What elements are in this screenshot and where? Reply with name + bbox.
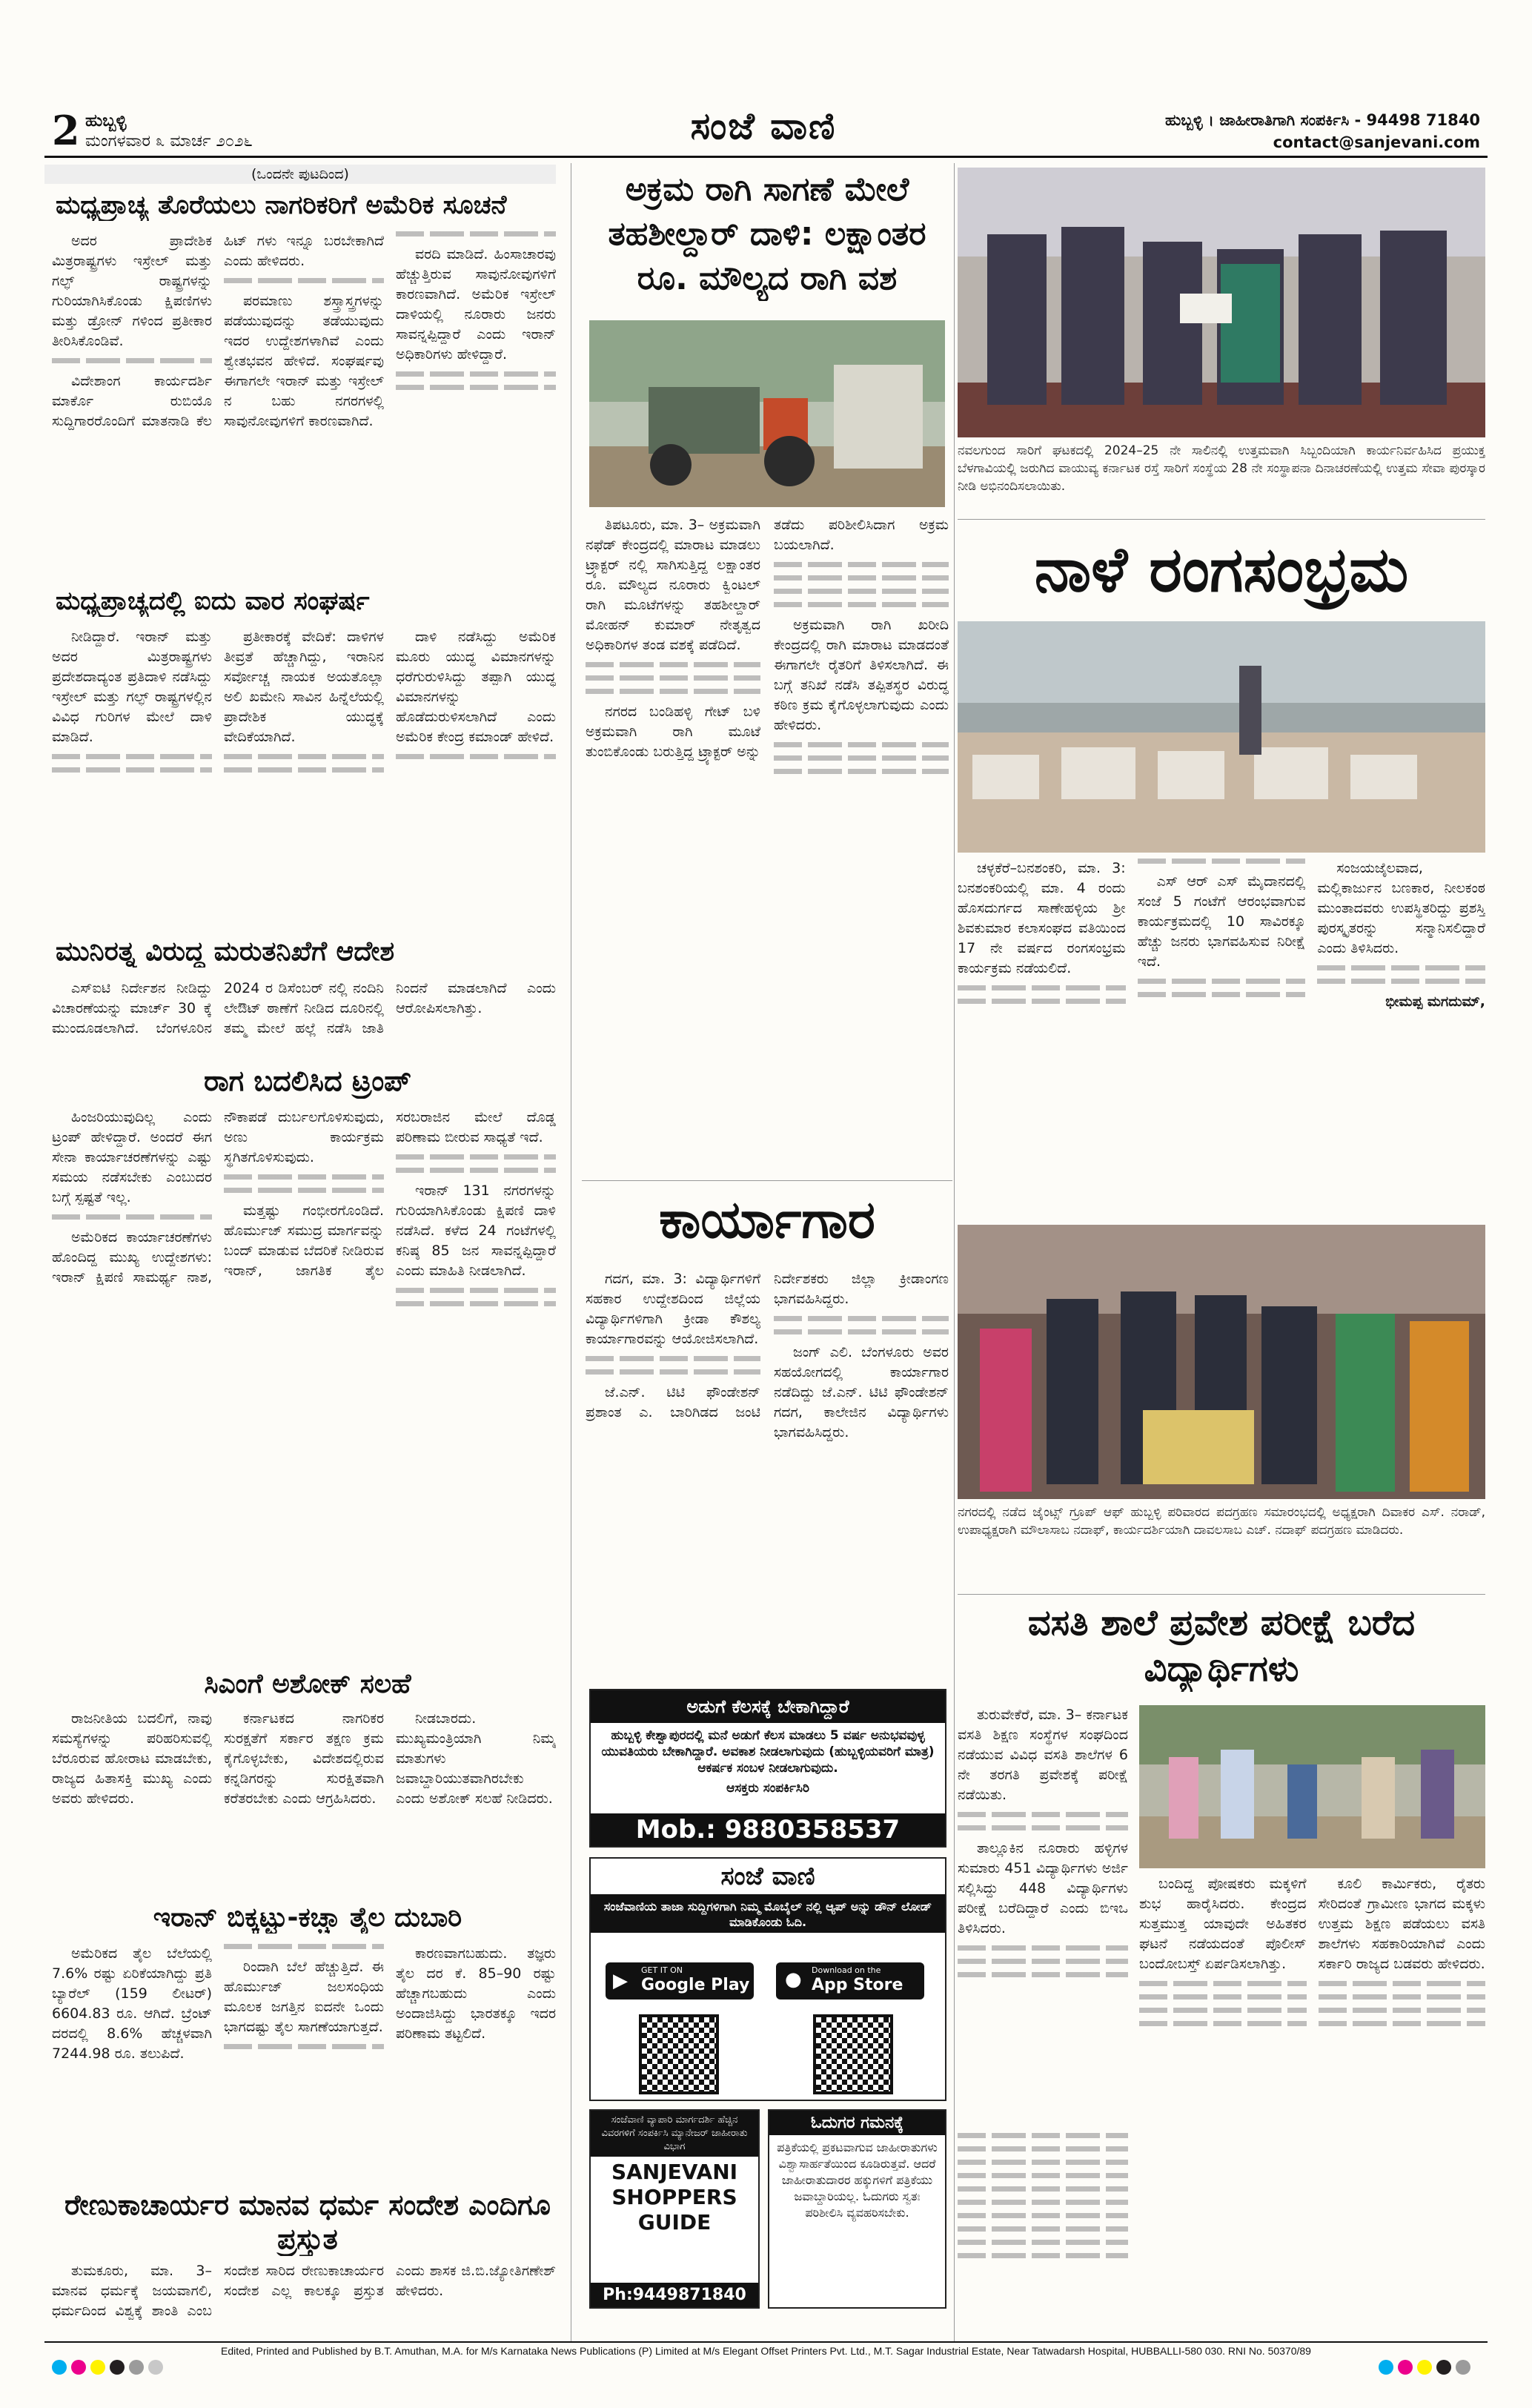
register-mark: [148, 2360, 163, 2375]
text-filler: [774, 602, 949, 607]
text-filler: [396, 754, 556, 759]
text-filler: [52, 754, 212, 759]
masthead-city: ಹುಬ್ಬಳ್ಳಿ: [85, 111, 127, 130]
text-filler: [396, 231, 556, 236]
app-ad: [589, 1857, 946, 2101]
article-paragraph: ಕರ್ನಾಟಕದ ನಾಗರಿಕರ ಸುರಕ್ಷತೆಗೆ ಸರ್ಕಾರ ತಕ್ಷಣ ಕ್ರಮ ಕೈಗೊಳ್ಳಬೇಕು, ವಿದೇಶದಲ್ಲಿರುವ ಕನ್ನಡಿಗರನ್ನು ಸುರಕ್ಷಿತವಾಗಿ ಕರೆತರಬೇಕು ಎಂದು ಆಗ್ರಹಿಸಿದರು.: [224, 1710, 384, 1807]
register-mark: [71, 2360, 86, 2375]
text-filler: [1139, 1994, 1307, 2000]
register-mark: [52, 2360, 67, 2375]
text-filler: [1139, 2008, 1307, 2013]
article-paragraph: ತಿಪಟೂರು, ಮಾ. 3– ಅಕ್ರಮವಾಗಿ ನಫೆಡ್ ಕೇಂದ್ರದಲ್ಲಿ ಮಾರಾಟ ಮಾಡಲು ಟ್ರ್ಯಾಕ್ಟರ್ ನಲ್ಲಿ ಸಾಗಿಸುತ್ತಿದ್ದ ಲಕ್ಷಾಂತರ ರೂ. ಮೌಲ್ಯದ ನೂರಾರು ಕ್ವಿಂಟಲ್ ರಾಗಿ ಮೂಟೆಗಳನ್ನು ತಹಶೀಲ್ದಾರ್ ಮೋಹನ್ ಕುಮಾರ್ ನೇತೃತ್ವದ ಅಧಿಕಾರಿಗಳ ತಂಡ ವಶಕ್ಕೆ ಪಡೆದಿದೆ.: [586, 517, 760, 653]
text-filler: [396, 1288, 556, 1293]
text-filler: [958, 2213, 1128, 2218]
article-headline: ನಾಳೆ ರಂಗಸಂಭ್ರಮ: [1034, 533, 1409, 606]
text-filler: [1319, 1981, 1486, 1986]
article-body: [586, 515, 949, 1175]
article-paragraph: ನಗರದ ಬಂಡಿಹಳ್ಳಿ ಗೇಟ್ ಬಳಿ ಅಕ್ರಮವಾಗಿ ರಾಗಿ ಮೂಟೆ ತುಂಬಿಕೊಂಡು ಬರುತ್ತಿದ್ದ ಟ್ರ್ಯಾಕ್ಟರ್ ಅನ್ನು ತಡೆದು ಪರಿಶೀಲಿಸಿದಾಗ ಅಕ್ರಮ ಬಯಲಾಗಿದೆ.: [586, 517, 949, 760]
article-body: [1139, 1874, 1485, 2328]
text-filler: [52, 358, 212, 363]
text-filler: [396, 385, 556, 390]
readers-notice-body: ಪತ್ರಿಕೆಯಲ್ಲಿ ಪ್ರಕಟವಾಗುವ ಜಾಹೀರಾತುಗಳು ವಿಶ್ವಾಸಾರ್ಹತೆಯಿಂದ ಕೂಡಿರುತ್ತವೆ. ಆದರೆ ಜಾಹೀರಾತುದಾರರ ಹಕ್ಕುಗಳಿಗೆ ಪತ್ರಿಕೆಯು ಜವಾಬ್ದಾರಿಯಲ್ಲ. ಓದುಗರು ಸ್ವತಃ ಪರಿಶೀಲಿಸಿ ವ್ಯವಹರಿಸಬೇಕು.: [777, 2140, 938, 2220]
google-play-icon: ▶: [613, 1970, 628, 1992]
article-paragraph: ಅಕ್ರಮವಾಗಿ ರಾಗಿ ಖರೀದಿ ಕೇಂದ್ರದಲ್ಲಿ ರಾಗಿ ಮಾರಾಟ ಮಾಡದಂತೆ ಈಗಾಗಲೇ ರೈತರಿಗೆ ತಿಳಿಸಲಾಗಿದೆ. ಈ ಬಗ್ಗೆ ತನಿಖೆ ನಡೆಸಿ ತಪ್ಪಿತಸ್ಥರ ವಿರುದ್ಧ ಕಠಿಣ ಕ್ರಮ ಕೈಗೊಳ್ಳಲಾಗುವುದು ಎಂದು ಹೇಳಿದರು.: [774, 617, 949, 733]
photo-caption: ನಗರದಲ್ಲಿ ನಡೆದ ಜೈಂಟ್ಸ್ ಗ್ರೂಪ್ ಆಫ್ ಹುಬ್ಬಳ್ಳಿ ಪರಿವಾರದ ಪದಗ್ರಹಣ ಸಮಾರಂಭದಲ್ಲಿ ಅಧ್ಯಕ್ಷರಾಗಿ ದಿವಾಕರ ಎಸ್. ನರಾಡ್, ಉಪಾಧ್ಯಕ್ಷರಾಗಿ ಮೌಲಾಸಾಬ ನದಾಫ್, ಕಾರ್ಯದರ್ಶಿಯಾಗಿ ದಾವಲಸಾಬ ಎಚ್. ನದಾಫ್ ಪದಗ್ರಹಣ ಮಾಡಿದರು.: [958, 1505, 1485, 1538]
text-filler: [958, 1972, 1128, 1977]
article-body: [958, 1705, 1128, 2120]
text-filler: [396, 1154, 556, 1160]
article-paragraph: ಕೂಲಿ ಕಾರ್ಮಿಕರು, ರೈತರು ಸೇರಿದಂತೆ ಗ್ರಾಮೀಣ ಭಾಗದ ಮಕ್ಕಳು ಉತ್ತಮ ಶಿಕ್ಷಣ ಪಡೆಯಲು ವಸತಿ ಶಾಲೆಗಳು ಸಹಕಾರಿಯಾಗಿವೆ ಎಂದು ಸರ್ಕಾರಿ ರಾಜ್ಯದ ಬಡವರು ಹೇಳಿದರು.: [1318, 1876, 1485, 1972]
article-headline: ಅಕ್ರಮ ರಾಗಿ ಸಾಗಣೆ ಮೇಲೆ ತಹಶೀಲ್ದಾರ್ ದಾಳಿ: ಲಕ್ಷಾಂತರ ರೂ. ಮೌಲ್ಯದ ರಾಗಿ ವಶ: [608, 171, 926, 297]
google-play-badge[interactable]: [606, 1962, 754, 2000]
text-filler: [958, 999, 1126, 1004]
article-body: [958, 859, 1485, 1207]
register-mark: [1417, 2360, 1432, 2375]
section-rule: [582, 1180, 952, 1181]
continued-label: (ಒಂದನೇ ಪುಟದಿಂದ): [44, 165, 556, 184]
article-paragraph: ರಾಜನೀತಿಯ ಬದಲಿಗೆ, ನಾವು ಸಮಸ್ಯೆಗಳನ್ನು ಪರಿಹರಿಸುವಲ್ಲಿ ಬೆರೂರುವ ಹೋರಾಟ ಮಾಡಬೇಕು, ರಾಜ್ಯದ ಹಿತಾಸಕ್ತಿ ಮುಖ್ಯ ಎಂದು ಅವರು ಹೇಳಿದರು.: [52, 1710, 212, 1807]
text-filler: [958, 2200, 1128, 2205]
text-filler: [1319, 1994, 1486, 2000]
article-paragraph: ನೀಡಬಾರದು. ಮುಖ್ಯಮಂತ್ರಿಯಾಗಿ ನಿಮ್ಮ ಮಾತುಗಳು ಜವಾಬ್ದಾರಿಯುತವಾಗಿರಬೇಕು ಎಂದು ಅಶೋಕ್ ಸಲಹೆ ನೀಡಿದರು.: [396, 1710, 556, 1807]
footer-imprint: Edited, Printed and Published by B.T. Amuthan, M.A. for M/s Karnataka News Publications (P) Limited at M/s Elegant Offset Printers Pvt. Ltd., M.T. Sagar Industrial Estate, Near Tatwadarsh Hospital, HUBBALLI-580 030. RNI No. 50370/89: [221, 2345, 1311, 2357]
text-filler: [224, 2044, 384, 2049]
article-paragraph: ಪ್ರತೀಕಾರಕ್ಕೆ ವೇದಿಕೆ: ದಾಳಿಗಳ ತೀವ್ರತೆ ಹೆಚ್ಚಾಗಿದ್ದು, ಇರಾನಿನ ಸರ್ವೋಚ್ಚ ನಾಯಕ ಅಯತೊಲ್ಲಾ ಅಲಿ ಖಮೇನಿ ಸಾವಿನ ಹಿನ್ನೆಲೆಯಲ್ಲಿ ಪ್ರಾದೇಶಿಕ ಯುದ್ಧಕ್ಕೆ ವೇದಿಕೆಯಾಗಿದೆ.: [224, 629, 384, 745]
article-headline: ಇರಾನ್ ಬಿಕ್ಕಟ್ಟು-ಕಚ್ಚಾ ತೈಲ ದುಬಾರಿ: [153, 1902, 462, 1933]
article-headline: ರಾಗ ಬದಲಿಸಿದ ಟ್ರಂಪ್: [204, 1065, 411, 1097]
article-paragraph: ತುರುವೇಕೆರೆ, ಮಾ. 3– ಕರ್ನಾಟಕ ವಸತಿ ಶಿಕ್ಷಣ ಸಂಸ್ಥೆಗಳ ಸಂಘದಿಂದ ನಡೆಯುವ ವಿವಿಧ ವಸತಿ ಶಾಲೆಗಳ 6 ನೇ ತರಗತಿ ಪ್ರವೇಶಕ್ಕೆ ಪರೀಕ್ಷೆ ನಡೆಯಿತು.: [958, 1707, 1128, 1803]
text-filler: [774, 575, 949, 580]
readers-notice: [768, 2109, 946, 2309]
qr-code-icon[interactable]: [813, 2014, 893, 2094]
column-rule: [954, 163, 955, 2343]
article-paragraph: ಎಸ್ಐಟಿ ನಿರ್ದೇಶನ ನೀಡಿದ್ದು ವಿಚಾರಣೆಯನ್ನು ಮಾರ್ಚ್ 30 ಕ್ಕೆ ಮುಂದೂಡಲಾಗಿದೆ. ಬೆಂಗಳೂರಿನ 2024 ರ ಡಿಸೆಂಬರ್ ನಲ್ಲಿ ನಂದಿನಿ ಲೇಔಟ್ ಠಾಣೆಗೆ ನೀಡಿದ ದೂರಿನಲ್ಲಿ ತಮ್ಮ ಮೇಲೆ ಹಲ್ಲೆ ನಡೆಸಿ ಜಾತಿ ನಿಂದನೆ ಮಾಡಲಾಗಿದೆ ಎಂದು ಆರೋಪಿಸಲಾಗಿತ್ತು.: [52, 980, 556, 1036]
text-filler: [224, 767, 384, 773]
section-rule: [958, 1594, 1485, 1595]
shoppers-guide-ad: [589, 2109, 760, 2309]
apple-icon: ●: [785, 1968, 802, 1991]
page-number: 2: [52, 107, 80, 154]
article-paragraph: ಕಾರಣವಾಗಬಹುದು. ತಜ್ಞರು ತೈಲ ದರ ಕೆ. 85–90 ರಷ್ಟು ಹೆಚ್ಚಾಗಬಹುದು ಎಂದು ಅಂದಾಜಿಸಿದ್ದು ಭಾರತಕ್ಕೂ ಇದರ ಪರಿಣಾಮ ತಟ್ಟಲಿದೆ.: [396, 1945, 556, 2042]
article-paragraph: ಅಮೆರಿಕದ ತೈಲ ಬೆಲೆಯಲ್ಲಿ 7.6% ರಷ್ಟು ಏರಿಕೆಯಾಗಿದ್ದು ಪ್ರತಿ ಬ್ಯಾರೆಲ್ (159 ಲೀಟರ್) 6604.83 ರೂ. ಆಗಿದೆ. ಬ್ರೆಂಟ್ ದರದಲ್ಲಿ 8.6% ಹೆಚ್ಚಳವಾಗಿ 7244.98 ರೂ. ತಲುಪಿದೆ.: [52, 1945, 212, 2062]
article-body: [52, 1709, 556, 1894]
text-filler: [1317, 965, 1485, 970]
text-filler: [224, 1174, 384, 1180]
article-paragraph: ಸಂಜಯಜೈಲವಾದ, ಮಲ್ಲಿಕಾರ್ಜುನ ಬಣಕಾರ, ನೀಲಕಂಠ ಮುಂತಾದವರು ಉಪಸ್ಥಿತರಿದ್ದು ಪ್ರಶಸ್ತಿ ಪುರಸ್ಕೃತರನ್ನು ಸನ್ಮಾನಿಸಲಿದ್ದಾರೆ ಎಂದು ತಿಳಿಸಿದರು.: [1317, 860, 1485, 956]
text-filler: [774, 562, 949, 567]
article-headline: ಮಧ್ಯಪ್ರಾಚ್ಯದಲ್ಲಿ ಐದು ವಾರ ಸಂಘರ್ಷ: [56, 586, 370, 616]
shoppers-guide-top: ಸಂಜೆವಾಣಿ ವ್ಯಾಪಾರಿ ಮಾರ್ಗದರ್ಶಿ ಹೆಚ್ಚಿನ ವಿವರಗಳಿಗೆ ಸಂಪರ್ಕಿಸಿ ಮ್ಯಾನೇಜರ್ ಜಾಹೀರಾತು ವಿಭಾಗ: [591, 2111, 758, 2157]
students-photo-graphic: [1139, 1705, 1485, 1868]
article-paragraph: ಚಳ್ಳಕೆರೆ–ಬನಶಂಕರಿ, ಮಾ. 3: ಬನಶಂಕರಿಯಲ್ಲಿ ಮಾ. 4 ರಂದು ಹೊಸದುರ್ಗದ ಸಾಣೇಹಳ್ಳಿಯ ಶ್ರೀ ಶಿವಕುಮಾರ ಕಲಾಸಂಘದ ವತಿಯಿಂದ 17 ನೇ ವರ್ಷದ ರಂಗಸಂಭ್ರಮ ಕಾರ್ಯಕ್ರಮ ನಡೆಯಲಿದೆ.: [958, 860, 1126, 976]
readers-notice-title: ಓದುಗರ ಗಮನಕ್ಕೆ: [769, 2111, 945, 2135]
masthead-ad-contact: ಹುಬ್ಬಳ್ಳಿ । ಜಾಹೀರಾತಿಗಾಗಿ ಸಂಪರ್ಕಿಸಿ - 94498 71840: [1165, 111, 1480, 129]
text-filler: [774, 1329, 949, 1334]
cook-ad-title: ಅಡುಗೆ ಕೆಲಸಕ್ಕೆ ಬೇಕಾಗಿದ್ದಾರೆ: [591, 1690, 945, 1723]
article-paragraph: ಇರಾನ್ 131 ನಗರಗಳನ್ನು ಗುರಿಯಾಗಿಸಿಕೊಂಡು ಕ್ಷಿಪಣಿ ದಾಳಿ ನಡೆಸಿದೆ. ಕಳೆದ 24 ಗಂಟೆಗಳಲ್ಲಿ ಕನಿಷ್ಠ 85 ಜನ ಸಾವನ್ನಪ್ಪಿದ್ದಾರೆ ಎಂದು ಮಾಹಿತಿ ನೀಡಲಾಗಿದೆ.: [396, 1182, 556, 1279]
article-paragraph: ಗದಗ, ಮಾ. 3: ವಿದ್ಯಾರ್ಥಿಗಳಿಗೆ ಸಹಕಾರ ಉದ್ದೇಶದಿಂದ ಜಿಲ್ಲೆಯ ವಿದ್ಯಾರ್ಥಿಗಳಿಗಾಗಿ ಕ್ರೀಡಾ ಕೌಶಲ್ಯ ಕಾರ್ಯಾಗಾರವನ್ನು ಆಯೋಜಿಸಲಾಗಿದೆ.: [586, 1271, 760, 1347]
article-paragraph: ಬಂದಿದ್ದ ಪೋಷಕರು ಮಕ್ಕಳಿಗೆ ಶುಭ ಹಾರೈಸಿದರು. ಕೇಂದ್ರದ ಸುತ್ತಮುತ್ತ ಯಾವುದೇ ಅಹಿತಕರ ಘಟನೆ ನಡೆಯದಂತೆ ಪೊಲೀಸ್ ಬಂದೋಬಸ್ತ್ ಏರ್ಪಡಿಸಲಾಗಿತ್ತು.: [1139, 1876, 1307, 1972]
text-filler: [396, 1168, 556, 1173]
rangasambhrama-photo: [958, 621, 1485, 853]
register-mark: [1456, 2360, 1470, 2375]
article-paragraph: ವರದಿ ಮಾಡಿದೆ. ಹಿಂಸಾಚಾರವು ಹೆಚ್ಚುತ್ತಿರುವ ಸಾವುನೋವುಗಳಿಗೆ ಕಾರಣವಾಗಿದೆ. ಅಮೆರಿಕ ಇಸ್ರೇಲ್ ದಾಳಿಯಲ್ಲಿ ನೂರಾರು ಜನರು ಸಾವನ್ನಪ್ಪಿದ್ದಾರೆ ಎಂದು ಇರಾನ್ ಅಧಿಕಾರಿಗಳು ಹೇಳಿದ್ದಾರೆ.: [396, 246, 556, 363]
qr-code-icon[interactable]: [639, 2014, 719, 2094]
article-byline: ಭೀಮಪ್ಪ ಮಗದುಮ್,: [1385, 993, 1485, 1010]
masthead-email[interactable]: contact@sanjevani.com: [1273, 133, 1480, 151]
footer-rule: [44, 2341, 1488, 2343]
text-filler: [396, 371, 556, 377]
cook-ad-body: ಹುಬ್ಬಳ್ಳಿ ಕೇಶ್ವಾಪುರದಲ್ಲಿ ಮನೆ ಅಡುಗೆ ಕೆಲಸ ಮಾಡಲು 5 ವರ್ಷ ಅನುಭವವುಳ್ಳ ಯುವತಿಯರು ಬೇಕಾಗಿದ್ದಾರೆ. ಅವಕಾಶ ನೀಡಲಾಗುವುದು (ಹುಬ್ಬಳ್ಳಿಯವರಿಗೆ ಮಾತ್ರ) ಆಕರ್ಷಕ ಸಂಬಳ ನೀಡಲಾಗುವುದು.: [601, 1728, 935, 1776]
text-filler: [1138, 859, 1306, 864]
cook-ad-contact-label: ಆಸಕ್ತರು ಸಂಪರ್ಕಿಸಿರಿ: [726, 1781, 809, 1796]
text-filler: [958, 1825, 1128, 1830]
article-headline: ಕಾರ್ಯಾಗಾರ: [659, 1189, 875, 1250]
lamp-photo-graphic: [958, 1225, 1485, 1499]
text-filler: [52, 767, 212, 773]
text-filler: [224, 754, 384, 759]
register-mark: [110, 2360, 125, 2375]
photo-caption: ನವಲಗುಂದ ಸಾರಿಗೆ ಘಟಕದಲ್ಲಿ 2024–25 ನೇ ಸಾಲಿನಲ್ಲಿ ಉತ್ತಮವಾಗಿ ಸಿಬ್ಬಂದಿಯಾಗಿ ಕಾರ್ಯನಿರ್ವಹಿಸಿದ ಪ್ರಯುಕ್ತ ಬೆಳಗಾವಿಯಲ್ಲಿ ಜರುಗಿದ ವಾಯುವ್ಯ ಕರ್ನಾಟಕ ರಸ್ತೆ ಸಾರಿಗೆ ಸಂಸ್ಥೆಯ 28 ನೇ ಸಂಸ್ಥಾಪನಾ ದಿನಾಚರಣೆಯಲ್ಲಿ ಉತ್ತಮ ಸೇವಾ ಪುರಸ್ಕಾರ ನೀಡಿ ಅಭಿನಂದಿಸಲಾಯಿತು.: [958, 443, 1485, 494]
app-ad-text: ಸಂಜೆವಾಣಿಯ ತಾಜಾ ಸುದ್ದಿಗಳಿಗಾಗಿ ನಿಮ್ಮ ಮೊಬೈಲ್ ನಲ್ಲಿ ಆ್ಯಪ್ ಅನ್ನು ಡೌನ್ ಲೋಡ್ ಮಾಡಿಕೊಂಡು ಓದಿ.: [591, 1896, 945, 1933]
text-filler: [958, 2240, 1128, 2245]
text-filler: [1319, 2021, 1486, 2026]
article-paragraph: ಅಮೆರಿಕದ ಕಾರ್ಯಾಚರಣೆಗಳು ಹೊಂದಿದ್ದ ಮುಖ್ಯ ಉದ್ದೇಶಗಳು: ಇರಾನ್ ಕ್ಷಿಪಣಿ ಸಾಮರ್ಥ್ಯ ನಾಶ, ನೌಕಾಪಡೆ ದುರ್ಬಲಗೊಳಿಸುವುದು, ಅಣು ಕಾರ್ಯಕ್ರಮ ಸ್ಥಗಿತಗೊಳಿಸುವುದು.: [52, 1109, 384, 1286]
text-filler: [1319, 2008, 1486, 2013]
text-filler: [958, 2173, 1128, 2178]
article-paragraph: ಪರಮಾಣು ಶಸ್ತ್ರಾಸ್ತ್ರಗಳನ್ನು ಪಡೆಯುವುದನ್ನು ತಡೆಯುವುದು ಇದರ ಉದ್ದೇಶಗಳಾಗಿವೆ ಎಂದು ಶ್ವೇತಭವನ ಹೇಳಿದೆ. ಸಂಘರ್ಷವು ಈಗಾಗಲೇ ಇರಾನ್ ಮತ್ತು ಇಸ್ರೇಲ್ ನ ಬಹು ನಗರಗಳಲ್ಲಿ ಸಾವುನೋವುಗಳಿಗೆ ಕಾರಣವಾಗಿದೆ.: [224, 293, 384, 429]
article-paragraph: ಮತ್ತಷ್ಟು ಗಂಭೀರಗೊಂಡಿದೆ. ಹೊರ್ಮುಜ್ ಸಮುದ್ರ ಮಾರ್ಗವನ್ನು ಬಂದ್ ಮಾಡುವ ಬೆದರಿಕೆ ನೀಡಿರುವ ಇರಾನ್, ಜಾಗತಿಕ ತೈಲ ಸರಬರಾಜಿನ ಮೇಲೆ ದೊಡ್ಡ ಪರಿಣಾಮ ಬೀರುವ ಸಾಧ್ಯತೆ ಇದೆ.: [224, 1109, 556, 1279]
cook-ad: [589, 1689, 946, 1848]
masthead-logo: [608, 104, 919, 153]
article-paragraph: ತಾಲ್ಲೂಕಿನ ನೂರಾರು ಹಳ್ಳಿಗಳ ಸುಮಾರು 451 ವಿದ್ಯಾರ್ಥಿಗಳು ಅರ್ಜಿ ಸಲ್ಲಿಸಿದ್ದು 448 ವಿದ್ಯಾರ್ಥಿಗಳು ಪರೀಕ್ಷೆ ಬರೆದಿದ್ದಾರೆ ಎಂದು ಬಿಇಒ ತಿಳಿಸಿದರು.: [958, 1840, 1128, 1936]
text-filler: [958, 985, 1126, 990]
text-filler: [586, 1356, 760, 1361]
text-filler: [958, 1959, 1128, 1964]
text-filler: [958, 1945, 1128, 1951]
tractor-photo: [589, 320, 945, 507]
text-filler: [586, 689, 760, 694]
cook-ad-mobile[interactable]: Mob.: 9880358537: [591, 1813, 945, 1846]
text-filler: [774, 742, 949, 747]
masthead-rule: [44, 156, 1488, 158]
article-body: [52, 979, 556, 1060]
article-body: [52, 2261, 556, 2335]
app-store-badge[interactable]: [776, 1962, 924, 2000]
text-filler: [52, 1214, 212, 1220]
text-filler: [396, 1301, 556, 1306]
article-body: [52, 231, 556, 580]
award-photo-graphic: [958, 168, 1485, 437]
text-filler: [586, 675, 760, 681]
text-filler: [958, 2226, 1128, 2232]
text-filler: [958, 2146, 1128, 2151]
lamp-lighting-photo: [958, 1225, 1485, 1499]
article-paragraph: ರಿಂದಾಗಿ ಬೆಲೆ ಹೆಚ್ಚುತ್ತಿದೆ. ಈ ಹೊರ್ಮುಜ್ ಜಲಸಂಧಿಯ ಮೂಲಕ ಜಗತ್ತಿನ ಐದನೇ ಒಂದು ಭಾಗದಷ್ಟು ತೈಲ ಸಾಗಣೆಯಾಗುತ್ತದೆ.: [224, 1959, 384, 2035]
register-mark: [1398, 2360, 1413, 2375]
text-filler: [586, 662, 760, 667]
text-filler: [958, 2253, 1128, 2258]
article-body: [52, 1944, 556, 2181]
article-paragraph: ತುಮಕೂರು, ಮಾ. 3– ಮಾನವ ಧರ್ಮಕ್ಕೆ ಜಯವಾಗಲಿ, ಧರ್ಮದಿಂದ ವಿಶ್ವಕ್ಕೆ ಶಾಂತಿ ಎಂಬ ಸಂದೇಶ ಸಾರಿದ ರೇಣುಕಾಚಾರ್ಯರ ಸಂದೇಶ ಎಲ್ಲ ಕಾಲಕ್ಕೂ ಪ್ರಸ್ತುತ ಎಂದು ಶಾಸಕ ಜಿ.ಬಿ.ಜ್ಯೋತಿಗಣೇಶ್ ಹೇಳಿದರು.: [52, 2263, 556, 2319]
text-filler: [224, 1188, 384, 1193]
article-headline: ಮುನಿರತ್ನ ವಿರುದ್ಧ ಮರುತನಿಖೆಗೆ ಆದೇಶ: [56, 936, 395, 967]
app-store-small: Download on the: [812, 1965, 881, 1975]
register-mark: [1436, 2360, 1451, 2375]
text-filler: [1139, 1981, 1307, 1986]
text-filler: [1317, 979, 1485, 984]
masthead-date: ಮಂಗಳವಾರ ೩ ಮಾರ್ಚ ೨೦೨೬: [85, 132, 253, 150]
text-filler: [774, 769, 949, 774]
google-play-small: GET IT ON: [641, 1965, 683, 1975]
article-paragraph: ನೀಡಿದ್ದಾರೆ. ಇರಾನ್ ಮತ್ತು ಅದರ ಮಿತ್ರರಾಷ್ಟ್ರಗಳು ಪ್ರದೇಶದಾದ್ಯಂತ ಪ್ರತಿದಾಳಿ ನಡೆಸಿದ್ದು ಇಸ್ರೇಲ್ ಮತ್ತು ಗಲ್ಫ್ ರಾಷ್ಟ್ರಗಳಲ್ಲಿನ ವಿವಿಧ ಗುರಿಗಳ ಮೇಲೆ ದಾಳಿ ಮಾಡಿದೆ.: [52, 629, 212, 745]
shoppers-guide-title: SANJEVANI SHOPPERS GUIDE: [611, 2160, 738, 2235]
article-paragraph: ಜೆ.ಎನ್. ಟಿಟಿ ಫೌಂಡೇಶನ್ ಪ್ರಶಾಂತ ಎ. ಬಾರಿಗಿಡದ ಜಂಟಿ ನಿರ್ದೇಶಕರು ಜಿಲ್ಲಾ ಕ್ರೀಡಾಂಗಣ ಭಾಗವಹಿಸಿದ್ದರು.: [586, 1271, 949, 1420]
register-mark: [1379, 2360, 1393, 2375]
students-photo: [1139, 1705, 1485, 1868]
text-filler: [958, 2133, 1128, 2138]
text-filler: [774, 1316, 949, 1321]
text-filler: [224, 1944, 384, 1949]
text-filler: [958, 2160, 1128, 2165]
app-store-label: App Store: [812, 1976, 903, 1994]
text-filler: [224, 278, 384, 283]
article-body: [586, 1269, 949, 1684]
article-body: [52, 627, 556, 928]
section-rule: [958, 519, 1485, 520]
text-filler: [958, 2186, 1128, 2192]
article-headline: ಸಿಎಂಗೆ ಅಶೋಕ್ ಸಲಹೆ: [204, 1669, 411, 1699]
tractor-photo-graphic: [589, 320, 945, 507]
article-paragraph: ಎಸ್ ಆರ್ ಎಸ್ ಮೈದಾನದಲ್ಲಿ ಸಂಜೆ 5 ಗಂಟೆಗೆ ಆರಂಭವಾಗುವ ಕಾರ್ಯಕ್ರಮದಲ್ಲಿ 10 ಸಾವಿರಕ್ಕೂ ಹೆಚ್ಚು ಜನರು ಭಾಗವಹಿಸುವ ನಿರೀಕ್ಷೆ ಇದೆ.: [1137, 873, 1306, 970]
article-paragraph: ಜಂಗ್ ಎಲಿ. ಬೆಂಗಳೂರು ಅವರ ಸಹಯೋಗದಲ್ಲಿ ಕಾರ್ಯಾಗಾರ ನಡೆದಿದ್ದು ಜೆ.ಎನ್. ಟಿಟಿ ಫೌಂಡೇಶನ್ ಗದಗ, ಕಾಲೇಜಿನ ವಿದ್ಯಾರ್ಥಿಗಳು ಭಾಗವಹಿಸಿದ್ದರು.: [774, 1344, 949, 1440]
text-filler: [1138, 992, 1306, 997]
award-photo: [958, 168, 1485, 437]
text-filler: [774, 589, 949, 594]
article-paragraph: ವಿದೇಶಾಂಗ ಕಾರ್ಯದರ್ಶಿ ಮಾರ್ಕೊ ರುಬಿಯೊ ಸುದ್ದಿಗಾರರೊಂದಿಗೆ ಮಾತನಾಡಿ ಕೆಲ ಹಿಟ್ ಗಳು ಇನ್ನೂ ಬರಬೇಕಾಗಿದೆ ಎಂದು ಹೇಳಿದರು.: [52, 233, 384, 429]
article-body: [958, 2126, 1128, 2328]
shoppers-guide-phone[interactable]: Ph:9449871840: [591, 2283, 758, 2307]
register-mark: [90, 2360, 105, 2375]
register-mark: [129, 2360, 144, 2375]
text-filler: [774, 755, 949, 761]
text-filler: [958, 1812, 1128, 1817]
text-filler: [586, 1369, 760, 1375]
article-paragraph: ದಾಳಿ ನಡೆಸಿದ್ದು ಅಮೆರಿಕ ಮೂರು ಯುದ್ಧ ವಿಮಾನಗಳನ್ನು ಧರೆಗುರುಳಿಸಿದ್ದು ತಪ್ಪಾಗಿ ಯುದ್ಧ ವಿಮಾನಗಳನ್ನು ಹೊಡೆದುರುಳಿಸಲಾಗಿದೆ ಎಂದು ಅಮೆರಿಕ ಕೇಂದ್ರ ಕಮಾಂಡ್ ಹೇಳಿದೆ.: [396, 629, 556, 745]
article-paragraph: ಹಿಂಜರಿಯುವುದಿಲ್ಲ ಎಂದು ಟ್ರಂಪ್ ಹೇಳಿದ್ದಾರೆ. ಅಂದರೆ ಈಗ ಸೇನಾ ಕಾರ್ಯಾಚರಣೆಗಳನ್ನು ಎಷ್ಟು ಸಮಯ ನಡೆಸಬೇಕು ಎಂಬುದರ ಬಗ್ಗೆ ಸ್ಪಷ್ಟತೆ ಇಲ್ಲ.: [52, 1109, 212, 1205]
article-body: [52, 1108, 556, 1653]
article-paragraph: ಅದರ ಪ್ರಾದೇಶಿಕ ಮಿತ್ರರಾಷ್ಟ್ರಗಳು ಇಸ್ರೇಲ್ ಮತ್ತು ಗಲ್ಫ್ ರಾಷ್ಟ್ರಗಳನ್ನು ಗುರಿಯಾಗಿಸಿಕೊಂಡು ಕ್ಷಿಪಣಿಗಳು ಮತ್ತು ಡ್ರೋನ್ ಗಳಿಂದ ಪ್ರತೀಕಾರ ತೀರಿಸಿಕೊಂಡಿವೆ.: [52, 233, 212, 349]
text-filler: [1139, 2021, 1307, 2026]
text-filler: [1138, 979, 1306, 984]
app-ad-logo: ಸಂಜೆ ವಾಣಿ: [591, 1859, 945, 1896]
article-headline: ವಸತಿ ಶಾಲೆ ಪ್ರವೇಶ ಪರೀಕ್ಷೆ ಬರೆದ ವಿದ್ಯಾರ್ಥಿಗಳು: [1027, 1602, 1416, 1690]
google-play-label: Google Play: [641, 1976, 750, 1994]
article-headline: ರೇಣುಕಾಚಾರ್ಯರ ಮಾನವ ಧರ್ಮ ಸಂದೇಶ ಎಂದಿಗೂ ಪ್ರಸ್ತುತ: [64, 2189, 551, 2255]
article-headline: ಮಧ್ಯಪ್ರಾಚ್ಯ ತೊರೆಯಲು ನಾಗರಿಕರಿಗೆ ಅಮೆರಿಕ ಸೂಚನೆ: [56, 191, 507, 220]
masthead-logo-text: ಸಂಜೆ ವಾಣಿ: [690, 104, 837, 148]
crowd-photo-graphic: [958, 621, 1485, 853]
